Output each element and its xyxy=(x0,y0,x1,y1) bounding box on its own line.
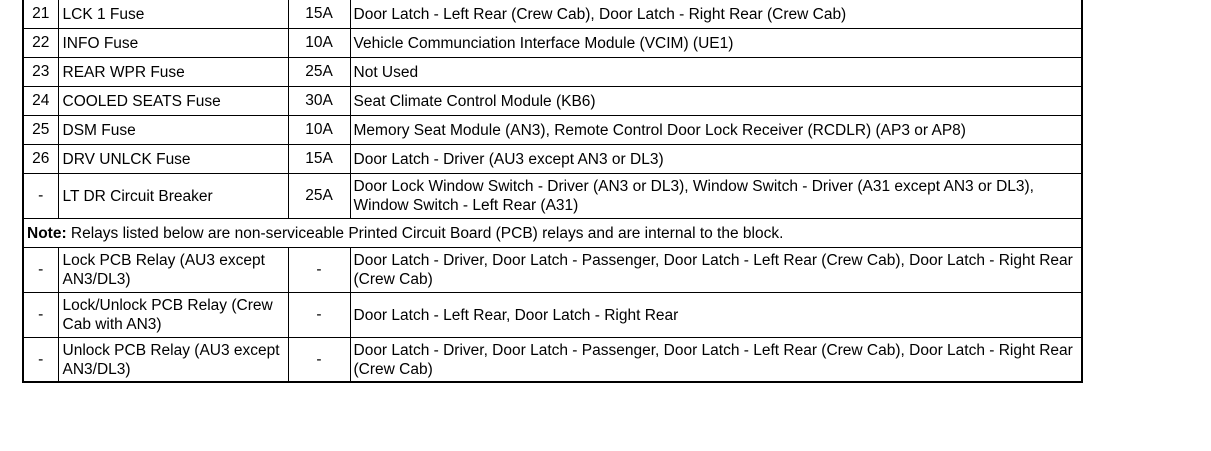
fuse-amperage: 25A xyxy=(288,173,350,218)
fuse-description: Door Lock Window Switch - Driver (AN3 or DL3), Window Switch - Driver (A31 except AN3 or DL3), Window Switch - Left Rear (A31) xyxy=(350,173,1082,218)
fuse-name: REAR WPR Fuse xyxy=(58,57,288,86)
relay-name: Lock/Unlock PCB Relay (Crew Cab with AN3) xyxy=(58,292,288,337)
relay-description: Door Latch - Driver, Door Latch - Passenger, Door Latch - Left Rear (Crew Cab), Door Latch - Right Rear (Crew Cab) xyxy=(350,247,1082,292)
table-row xyxy=(23,247,1082,292)
fuse-name: LCK 1 Fuse xyxy=(58,0,288,28)
fuse-description: Vehicle Communciation Interface Module (VCIM) (UE1) xyxy=(350,28,1082,57)
fuse-number: 25 xyxy=(23,115,58,144)
fuse-name: COOLED SEATS Fuse xyxy=(58,86,288,115)
table-row xyxy=(23,337,1082,382)
fuse-number: 24 xyxy=(23,86,58,115)
note-text: Relays listed below are non-serviceable Printed Circuit Board (PCB) relays and are internal to the block. xyxy=(66,224,784,242)
fuse-name: DRV UNLCK Fuse xyxy=(58,144,288,173)
table-row xyxy=(23,57,1082,86)
fuse-amperage: 15A xyxy=(288,0,350,28)
table-row xyxy=(23,173,1082,218)
fuse-number: 26 xyxy=(23,144,58,173)
relay-description: Door Latch - Left Rear, Door Latch - Right Rear xyxy=(350,292,1082,337)
fuse-amperage: 15A xyxy=(288,144,350,173)
fuse-description: Seat Climate Control Module (KB6) xyxy=(350,86,1082,115)
table-row xyxy=(23,292,1082,337)
relay-number: - xyxy=(23,337,58,382)
note-label: Note: xyxy=(27,224,67,242)
table-row xyxy=(23,28,1082,57)
fuse-number: 22 xyxy=(23,28,58,57)
fuse-amperage: 25A xyxy=(288,57,350,86)
fuse-description: Memory Seat Module (AN3), Remote Control Door Lock Receiver (RCDLR) (AP3 or AP8) xyxy=(350,115,1082,144)
fuse-name: LT DR Circuit Breaker xyxy=(58,173,288,218)
fuse-amperage: 30A xyxy=(288,86,350,115)
fuse-description: Door Latch - Left Rear (Crew Cab), Door Latch - Right Rear (Crew Cab) xyxy=(350,0,1082,28)
relay-name: Lock PCB Relay (AU3 except AN3/DL3) xyxy=(58,247,288,292)
relay-amperage: - xyxy=(288,247,350,292)
fuse-name: DSM Fuse xyxy=(58,115,288,144)
note-cell xyxy=(23,218,1082,247)
relay-number: - xyxy=(23,292,58,337)
relay-amperage: - xyxy=(288,337,350,382)
fuse-relay-table xyxy=(22,0,1083,383)
fuse-number: 21 xyxy=(23,0,58,28)
fuse-description: Not Used xyxy=(350,57,1082,86)
relay-amperage: - xyxy=(288,292,350,337)
table-row xyxy=(23,86,1082,115)
table-row xyxy=(23,115,1082,144)
relay-name: Unlock PCB Relay (AU3 except AN3/DL3) xyxy=(58,337,288,382)
note-row xyxy=(23,218,1082,247)
fuse-number: 23 xyxy=(23,57,58,86)
fuse-name: INFO Fuse xyxy=(58,28,288,57)
relay-description: Door Latch - Driver, Door Latch - Passenger, Door Latch - Left Rear (Crew Cab), Door Latch - Right Rear (Crew Cab) xyxy=(350,337,1082,382)
table-row xyxy=(23,0,1082,28)
fuse-description: Door Latch - Driver (AU3 except AN3 or DL3) xyxy=(350,144,1082,173)
fuse-amperage: 10A xyxy=(288,28,350,57)
table-row xyxy=(23,144,1082,173)
relay-number: - xyxy=(23,247,58,292)
fuse-amperage: 10A xyxy=(288,115,350,144)
fuse-number: - xyxy=(23,173,58,218)
